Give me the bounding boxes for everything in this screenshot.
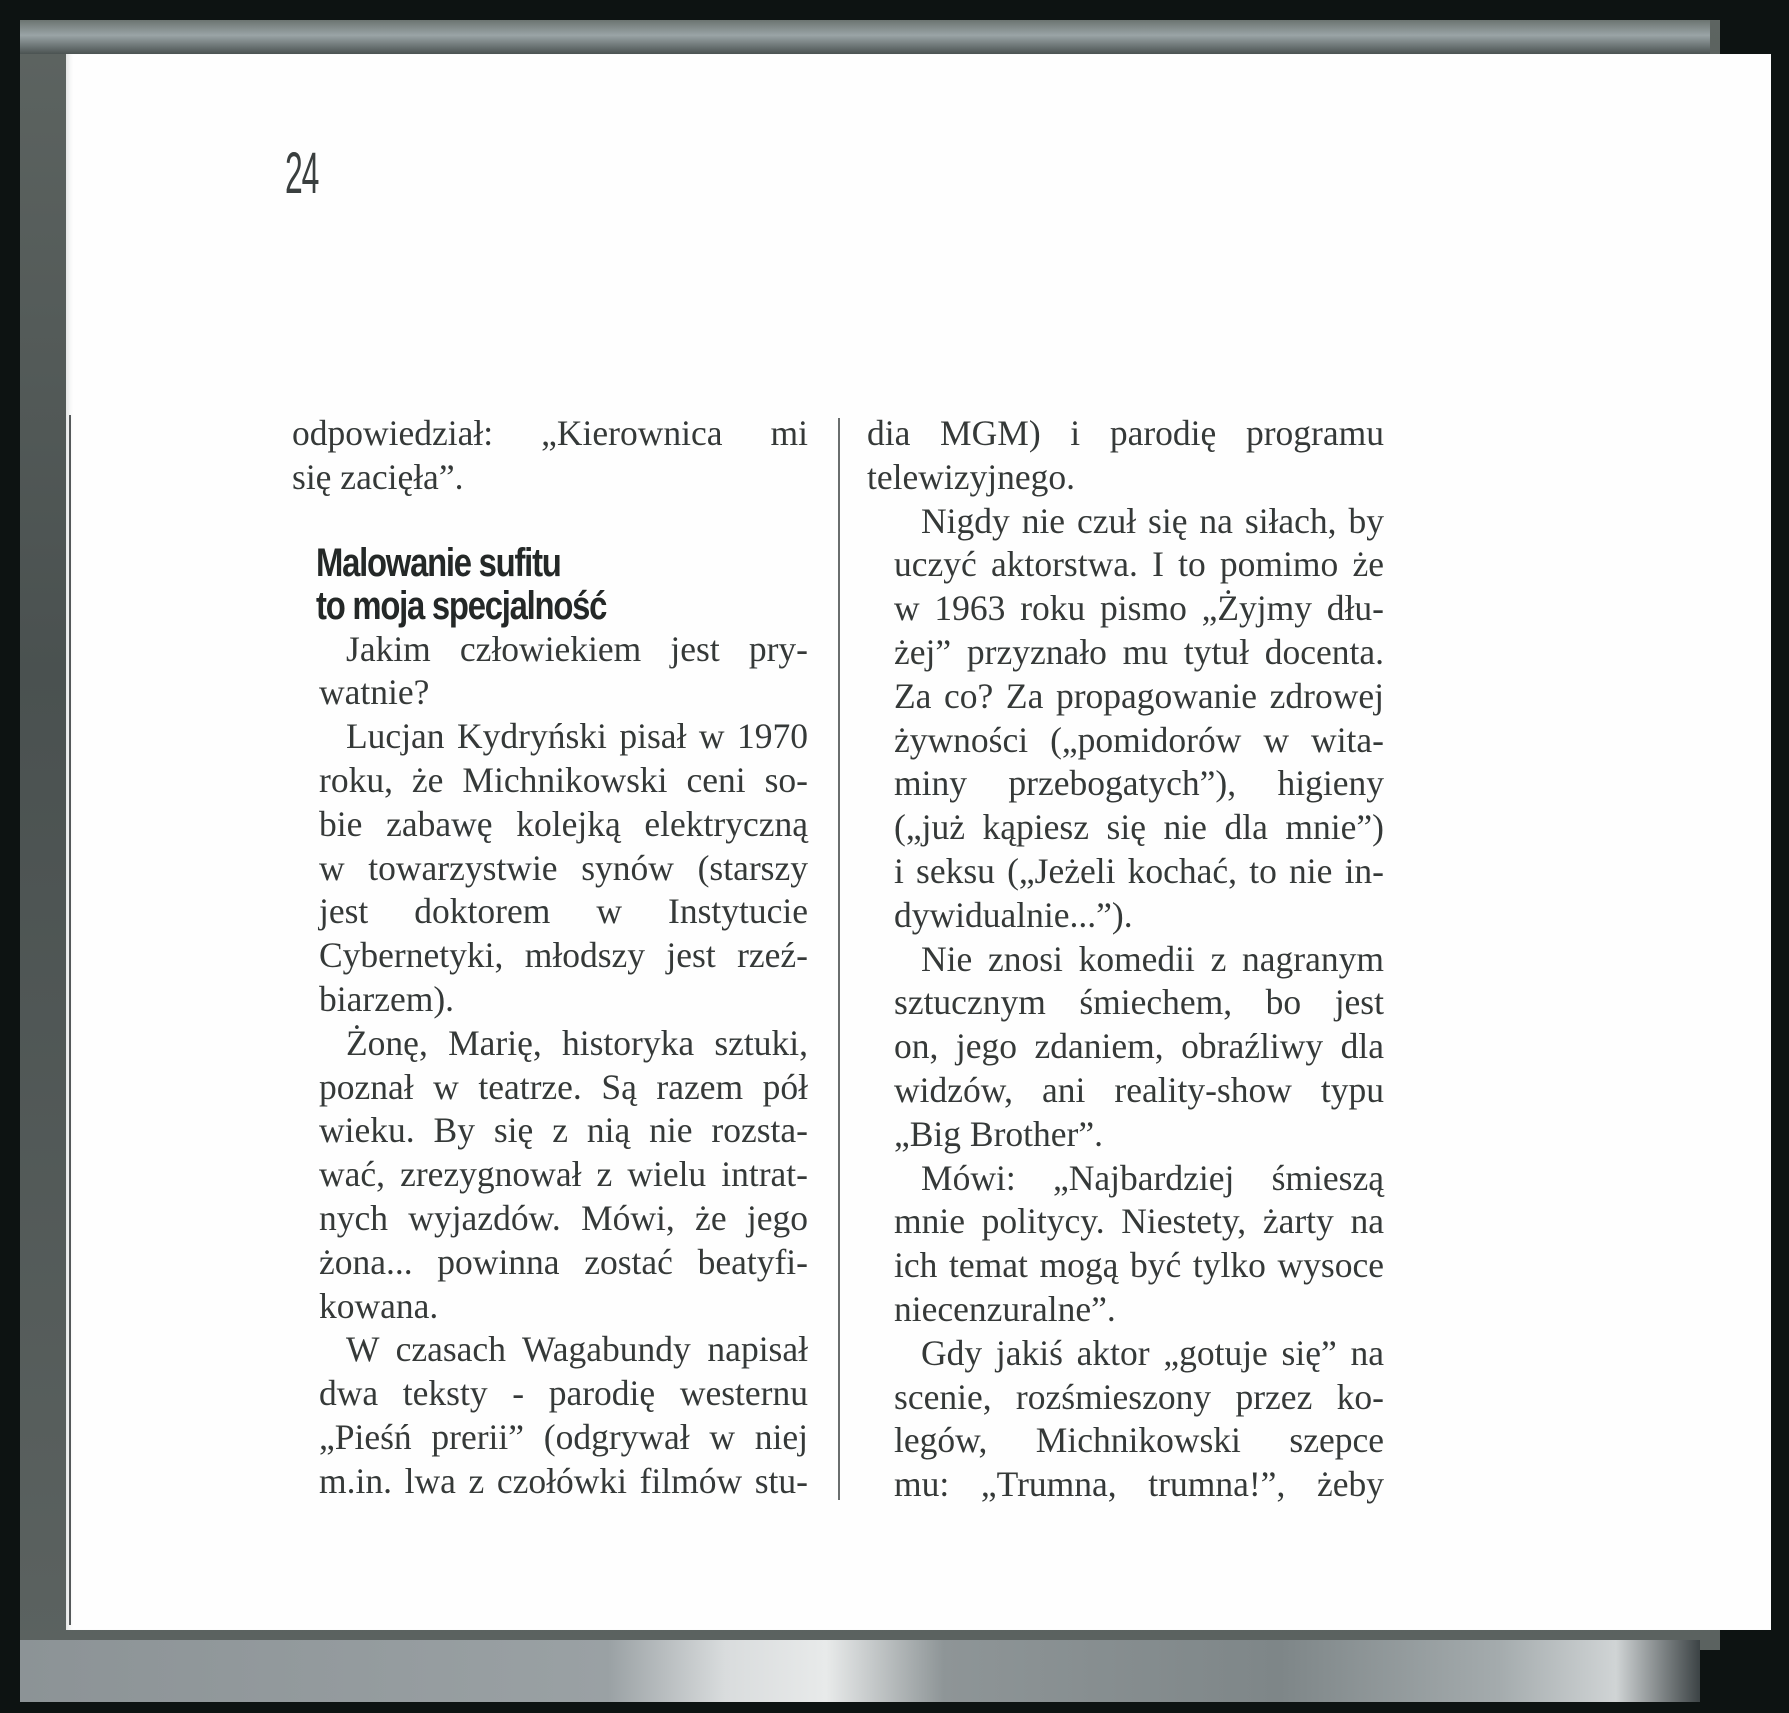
text-line: widzów, ani reality-show typu — [894, 1069, 1384, 1110]
paragraph — [867, 1157, 1384, 1332]
text-line: w towarzystwie synów (starszy — [319, 847, 808, 888]
text-line: Za co? Za propagowanie zdrowej — [894, 675, 1384, 716]
text-line: dia MGM) i parodię programu — [867, 413, 1384, 453]
heading-line: Malowanie sufitu — [316, 540, 561, 585]
heading-line: to moja specjalność — [316, 583, 607, 628]
text-line: odpowiedział: „Kierownica mi — [292, 413, 808, 453]
paragraph — [292, 715, 808, 1022]
left-column — [292, 412, 808, 1504]
intro-paragraph — [292, 412, 808, 500]
text-line: on, jego zdaniem, obraźliwy dla — [894, 1026, 1384, 1067]
text-line: wać, zrezygnował z wielu intrat- — [319, 1154, 808, 1195]
text-line: („już kąpiesz się nie dla mnie”) — [894, 807, 1384, 848]
section-heading — [316, 542, 775, 628]
text-line: niecenzuralne”. — [894, 1288, 1116, 1329]
text-line: biarzem). — [319, 978, 455, 1019]
text-line: ich temat mogą być tylko wysoce — [894, 1245, 1384, 1286]
text-line: „Pieśń prerii” (odgrywał w niej — [319, 1416, 808, 1457]
paragraph — [292, 1022, 808, 1329]
text-line: się zacięła”. — [292, 456, 464, 497]
cover-bottom-edge — [20, 1640, 1700, 1702]
spine-line — [69, 415, 71, 1625]
cover-top-edge — [20, 20, 1710, 54]
text-line: Mówi: „Najbardziej śmieszą — [921, 1157, 1384, 1198]
paragraph — [292, 628, 808, 716]
text-line: kowana. — [319, 1285, 439, 1326]
text-line: legów, Michnikowski szepce — [894, 1420, 1384, 1461]
text-line: uczyć aktorstwa. I to pomimo że — [894, 544, 1384, 585]
text-line: mu: „Trumna, trumna!”, żeby — [894, 1464, 1384, 1505]
text-line: „Big Brother”. — [894, 1113, 1103, 1154]
paragraph — [867, 938, 1384, 1157]
page-number: 24 — [285, 141, 319, 206]
paragraph — [867, 1332, 1384, 1507]
text-line: m.in. lwa z czołówki filmów stu- — [319, 1460, 808, 1501]
text-line: telewizyjnego. — [867, 456, 1075, 497]
column-divider — [838, 418, 840, 1500]
text-line: roku, że Michnikowski ceni so- — [319, 759, 808, 800]
text-line: dywidualnie...”). — [894, 894, 1133, 935]
text-line: scenie, rozśmieszony przez ko- — [894, 1376, 1384, 1417]
text-line: Jakim człowiekiem jest pry- — [346, 628, 808, 669]
text-line: poznał w teatrze. Są razem pół — [319, 1066, 808, 1107]
text-line: wieku. By się z nią nie rozsta- — [319, 1110, 808, 1151]
text-line: mnie politycy. Niestety, żarty na — [894, 1201, 1384, 1242]
text-line: Nie znosi komedii z nagranym — [921, 938, 1384, 979]
text-line: Gdy jakiś aktor „gotuje się” na — [921, 1332, 1384, 1373]
text-line: żywności („pomidorów w wita- — [894, 719, 1384, 760]
text-line: Cybernetyki, młodszy jest rzeź- — [319, 935, 808, 976]
text-line: i seksu („Jeżeli kochać, to nie in- — [894, 850, 1384, 891]
text-line: nych wyjazdów. Mówi, że jego — [319, 1197, 808, 1238]
text-line: żej” przyznało mu tytuł docenta. — [894, 631, 1384, 672]
text-line: jest doktorem w Instytucie — [319, 891, 808, 932]
text-line: watnie? — [319, 672, 430, 713]
text-line: dwa teksty - parodię westernu — [319, 1373, 808, 1414]
intro-paragraph — [867, 412, 1384, 500]
right-paragraphs — [867, 500, 1384, 1507]
text-line: Lucjan Kydryński pisał w 1970 — [346, 716, 808, 757]
text-line: sztucznym śmiechem, bo jest — [894, 982, 1384, 1023]
text-line: w 1963 roku pismo „Żyjmy dłu- — [894, 588, 1384, 629]
paragraph — [867, 500, 1384, 938]
text-line: Żonę, Marię, historyka sztuki, — [346, 1022, 808, 1063]
text-line: miny przebogatych”), higieny — [894, 763, 1384, 804]
paragraph — [292, 1328, 808, 1503]
text-line: W czasach Wagabundy napisał — [346, 1329, 808, 1370]
text-line: żona... powinna zostać beatyfi- — [319, 1241, 808, 1282]
text-line: bie zabawę kolejką elektryczną — [319, 803, 808, 844]
text-line: Nigdy nie czuł się na siłach, by — [921, 500, 1384, 541]
right-column — [867, 412, 1384, 1507]
left-paragraphs — [292, 628, 808, 1504]
